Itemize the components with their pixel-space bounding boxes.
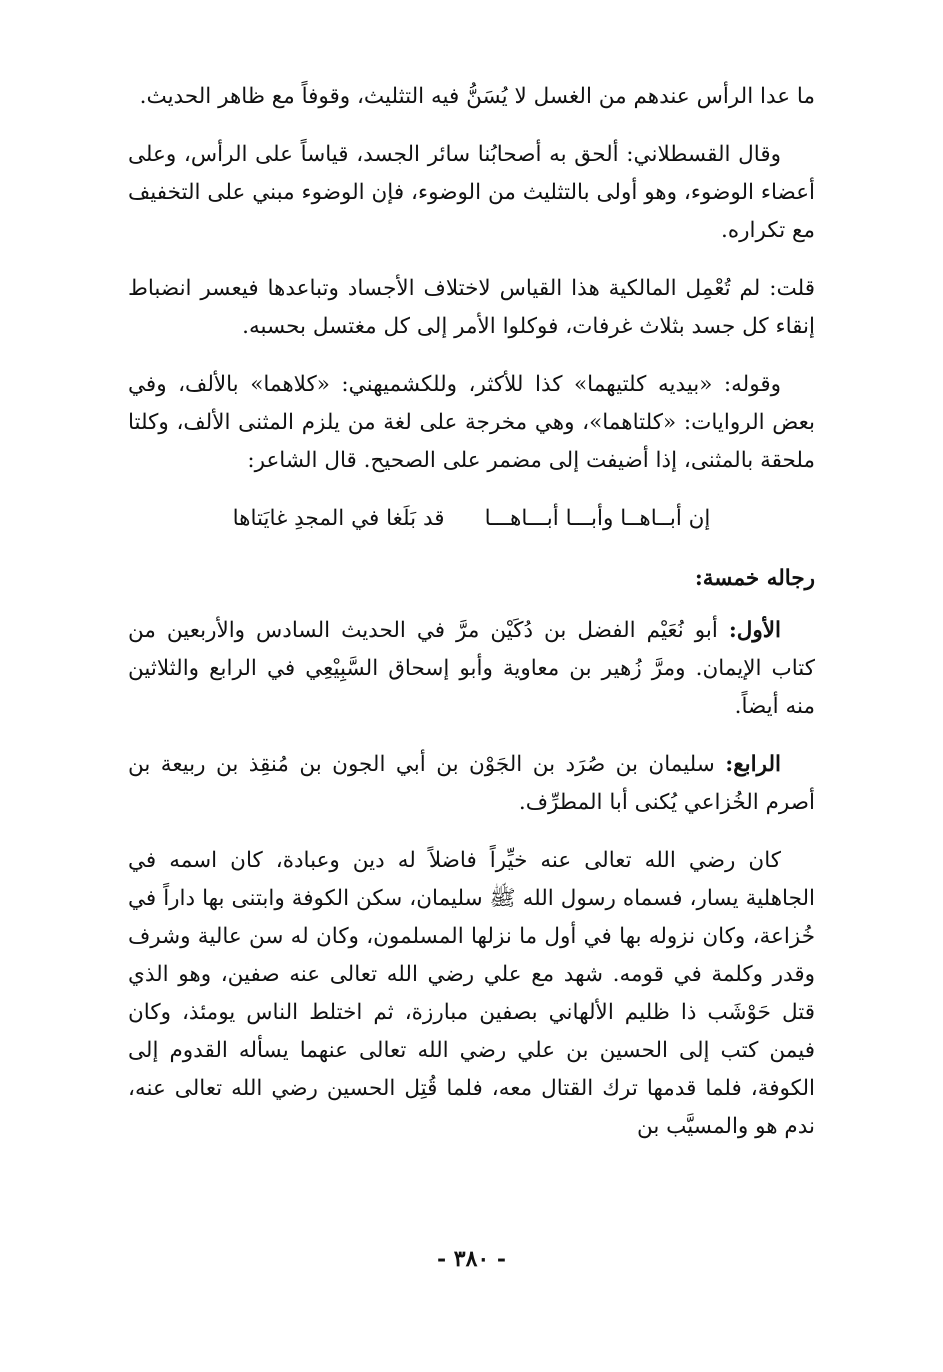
paragraph-linguistic-note: وقوله: «بيديه كلتيهما» كذا للأكثر، وللكشميهني: «كلاهما» بالألف، وفي بعض الروايات: «كلتاهما»، وهي مخرجة على لغة من يلزم المثنى الألف، وكلتا ملحقة بالمثنى، إذا أضيفت إلى مضمر على الصحيح. قال الشاعر: (128, 372, 815, 473)
page-number: - ٣٨٠ - (436, 1246, 507, 1272)
poetry-verse (128, 500, 815, 538)
paragraph-author-note: قلت: لم تُعْمِل المالكية هذا القياس لاختلاف الأجساد وتباعدها فيعسر انضباط إنقاء كل جسد بثلاث غرفات، فوكلوا الأمر إلى كل مغتسل بحسبه. (128, 276, 815, 339)
narrator-first-text: أبو نُعَيْم الفضل بن دُكَيْن مرَّ في الحديث السادس والأربعين من كتاب الإيمان. ومرَّ زُهير بن معاوية وأبو إسحاق السَّبِيْعِي في الرابع والثلاثين منه أيضاً. (128, 618, 815, 719)
paragraph-continuation: ما عدا الرأس عندهم من الغسل لا يُسَنُّ فيه التثليث، وقوفاً مع ظاهر الحديث. (139, 84, 815, 109)
verse-second-hemistich: قد بَلَغا في المجدِ غايَتاها (232, 506, 445, 531)
narrator-fourth-text: سليمان بن صُرَد بن الجَوْن بن أبي الجون بن مُنقِذ بن ربيعة بن أصرم الخُزاعي يُكنى أبا المطرِّف. (128, 752, 815, 815)
narrator-first-label: الأول: (728, 618, 781, 643)
page-body (128, 78, 815, 1166)
narrator-biography: كان رضي الله تعالى عنه خيِّراً فاضلاً له دين وعبادة، كان اسمه في الجاهلية يسار، فسماه رسول الله ﷺ سليمان، سكن الكوفة وابتنى بها داراً في خُزاعة، وكان نزوله بها في أول ما نزلها المسلمون، وكان له سن عالية وشرف وقدر وكلمة في قومه. شهد مع علي رضي الله تعالى عنه صفين، وهو الذي قتل حَوْشَب ذا ظليم الألهاني بصفين مبارزة، ثم اختلط الناس يومئذ، وكان فيمن كتب إلى الحسين بن علي رضي الله تعالى عنهما يسأله القدوم إلى الكوفة، فلما قدمها ترك القتال معه، فلما قُتِل الحسين رضي الله تعالى عنه، ندم هو والمسيَّب بن (128, 848, 815, 1139)
narrator-fourth (128, 746, 815, 822)
narrators-heading: رجاله خمسة: (694, 566, 815, 591)
narrator-first (128, 612, 815, 726)
verse-first-hemistich: إن أبــاهــا وأبـــا أبـــاهـــا (484, 506, 711, 531)
paragraph-qastallani: وقال القسطلاني: ألحق به أصحابُنا سائر الجسد، قياساً على الرأس، وعلى أعضاء الوضوء، وهو أولى بالتثليث من الوضوء، فإن الوضوء مبني على التخفيف مع تكراره. (128, 142, 815, 243)
narrator-fourth-label: الرابع: (725, 752, 781, 777)
